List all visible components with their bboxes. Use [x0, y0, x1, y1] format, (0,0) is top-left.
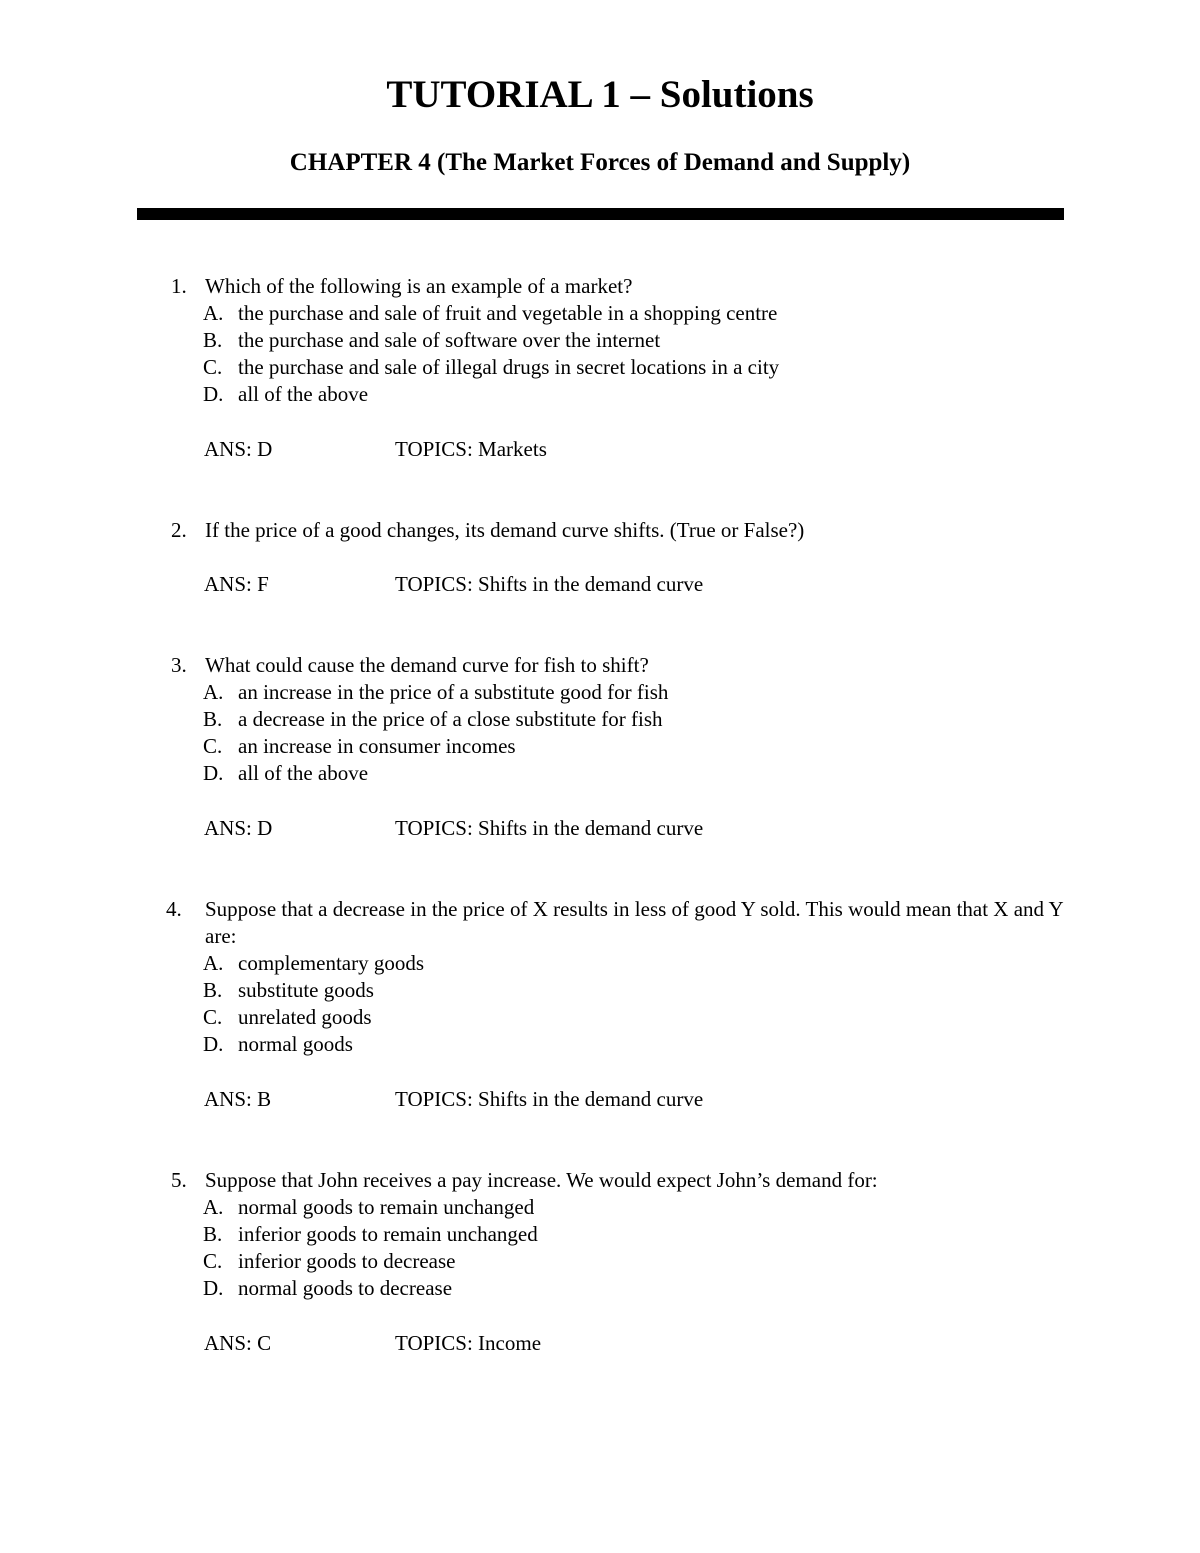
option-text: a decrease in the price of a close substitute for fish [238, 707, 663, 731]
option-letter: C. [203, 1249, 223, 1273]
option-text: inferior goods to decrease [238, 1249, 456, 1273]
option-letter: D. [203, 382, 224, 406]
answer-label: ANS: F [204, 572, 269, 596]
question-number: 2. [171, 518, 187, 542]
option-letter: D. [203, 761, 224, 785]
question-text: If the price of a good changes, its demand curve shifts. (True or False?) [205, 518, 805, 542]
answer-label: ANS: D [204, 437, 273, 461]
option-text: inferior goods to remain unchanged [238, 1222, 538, 1246]
question-text: Suppose that a decrease in the price of X results in less of good Y sold. This would mean that X and Y are: [205, 897, 1063, 948]
option-letter: B. [203, 328, 223, 352]
question-number: 4. [166, 897, 182, 921]
option-letter: D. [203, 1032, 224, 1056]
option-text: an increase in consumer incomes [238, 734, 516, 758]
answer-label: ANS: B [204, 1087, 272, 1111]
option-text: the purchase and sale of fruit and vegetable in a shopping centre [238, 301, 778, 325]
option-letter: C. [203, 734, 223, 758]
option-letter: D. [203, 1276, 224, 1300]
option-letter: B. [203, 978, 223, 1002]
topics-label: TOPICS: Shifts in the demand curve [395, 572, 704, 596]
option-letter: A. [203, 301, 224, 325]
chapter-subtitle: CHAPTER 4 (The Market Forces of Demand and Supply) [289, 149, 911, 176]
option-letter: C. [203, 355, 223, 379]
question-number: 1. [171, 274, 187, 298]
topics-label: TOPICS: Shifts in the demand curve [395, 816, 704, 840]
option-text: the purchase and sale of illegal drugs in secret locations in a city [238, 355, 780, 379]
page-title: TUTORIAL 1 – Solutions [386, 73, 814, 116]
question-text: Which of the following is an example of a market? [205, 274, 633, 298]
option-letter: A. [203, 680, 224, 704]
topics-label: TOPICS: Income [395, 1331, 542, 1355]
question-number: 5. [171, 1168, 187, 1192]
topics-label: TOPICS: Shifts in the demand curve [395, 1087, 704, 1111]
option-text: complementary goods [238, 951, 425, 975]
option-text: the purchase and sale of software over the internet [238, 328, 661, 352]
option-letter: B. [203, 1222, 223, 1246]
option-letter: B. [203, 707, 223, 731]
question-text: What could cause the demand curve for fish to shift? [205, 653, 649, 677]
option-letter: A. [203, 1195, 224, 1219]
option-letter: A. [203, 951, 224, 975]
option-text: all of the above [238, 382, 369, 406]
question-text: Suppose that John receives a pay increase. We would expect John’s demand for: [205, 1168, 878, 1192]
header-divider [137, 208, 1064, 220]
option-letter: C. [203, 1005, 223, 1029]
option-text: unrelated goods [238, 1005, 372, 1029]
option-text: all of the above [238, 761, 369, 785]
topics-label: TOPICS: Markets [395, 437, 547, 461]
option-text: an increase in the price of a substitute good for fish [238, 680, 669, 704]
option-text: substitute goods [238, 978, 374, 1002]
option-text: normal goods [238, 1032, 353, 1056]
question-number: 3. [171, 653, 187, 677]
option-text: normal goods to remain unchanged [238, 1195, 535, 1219]
answer-label: ANS: D [204, 816, 273, 840]
option-text: normal goods to decrease [238, 1276, 453, 1300]
answer-label: ANS: C [204, 1331, 272, 1355]
